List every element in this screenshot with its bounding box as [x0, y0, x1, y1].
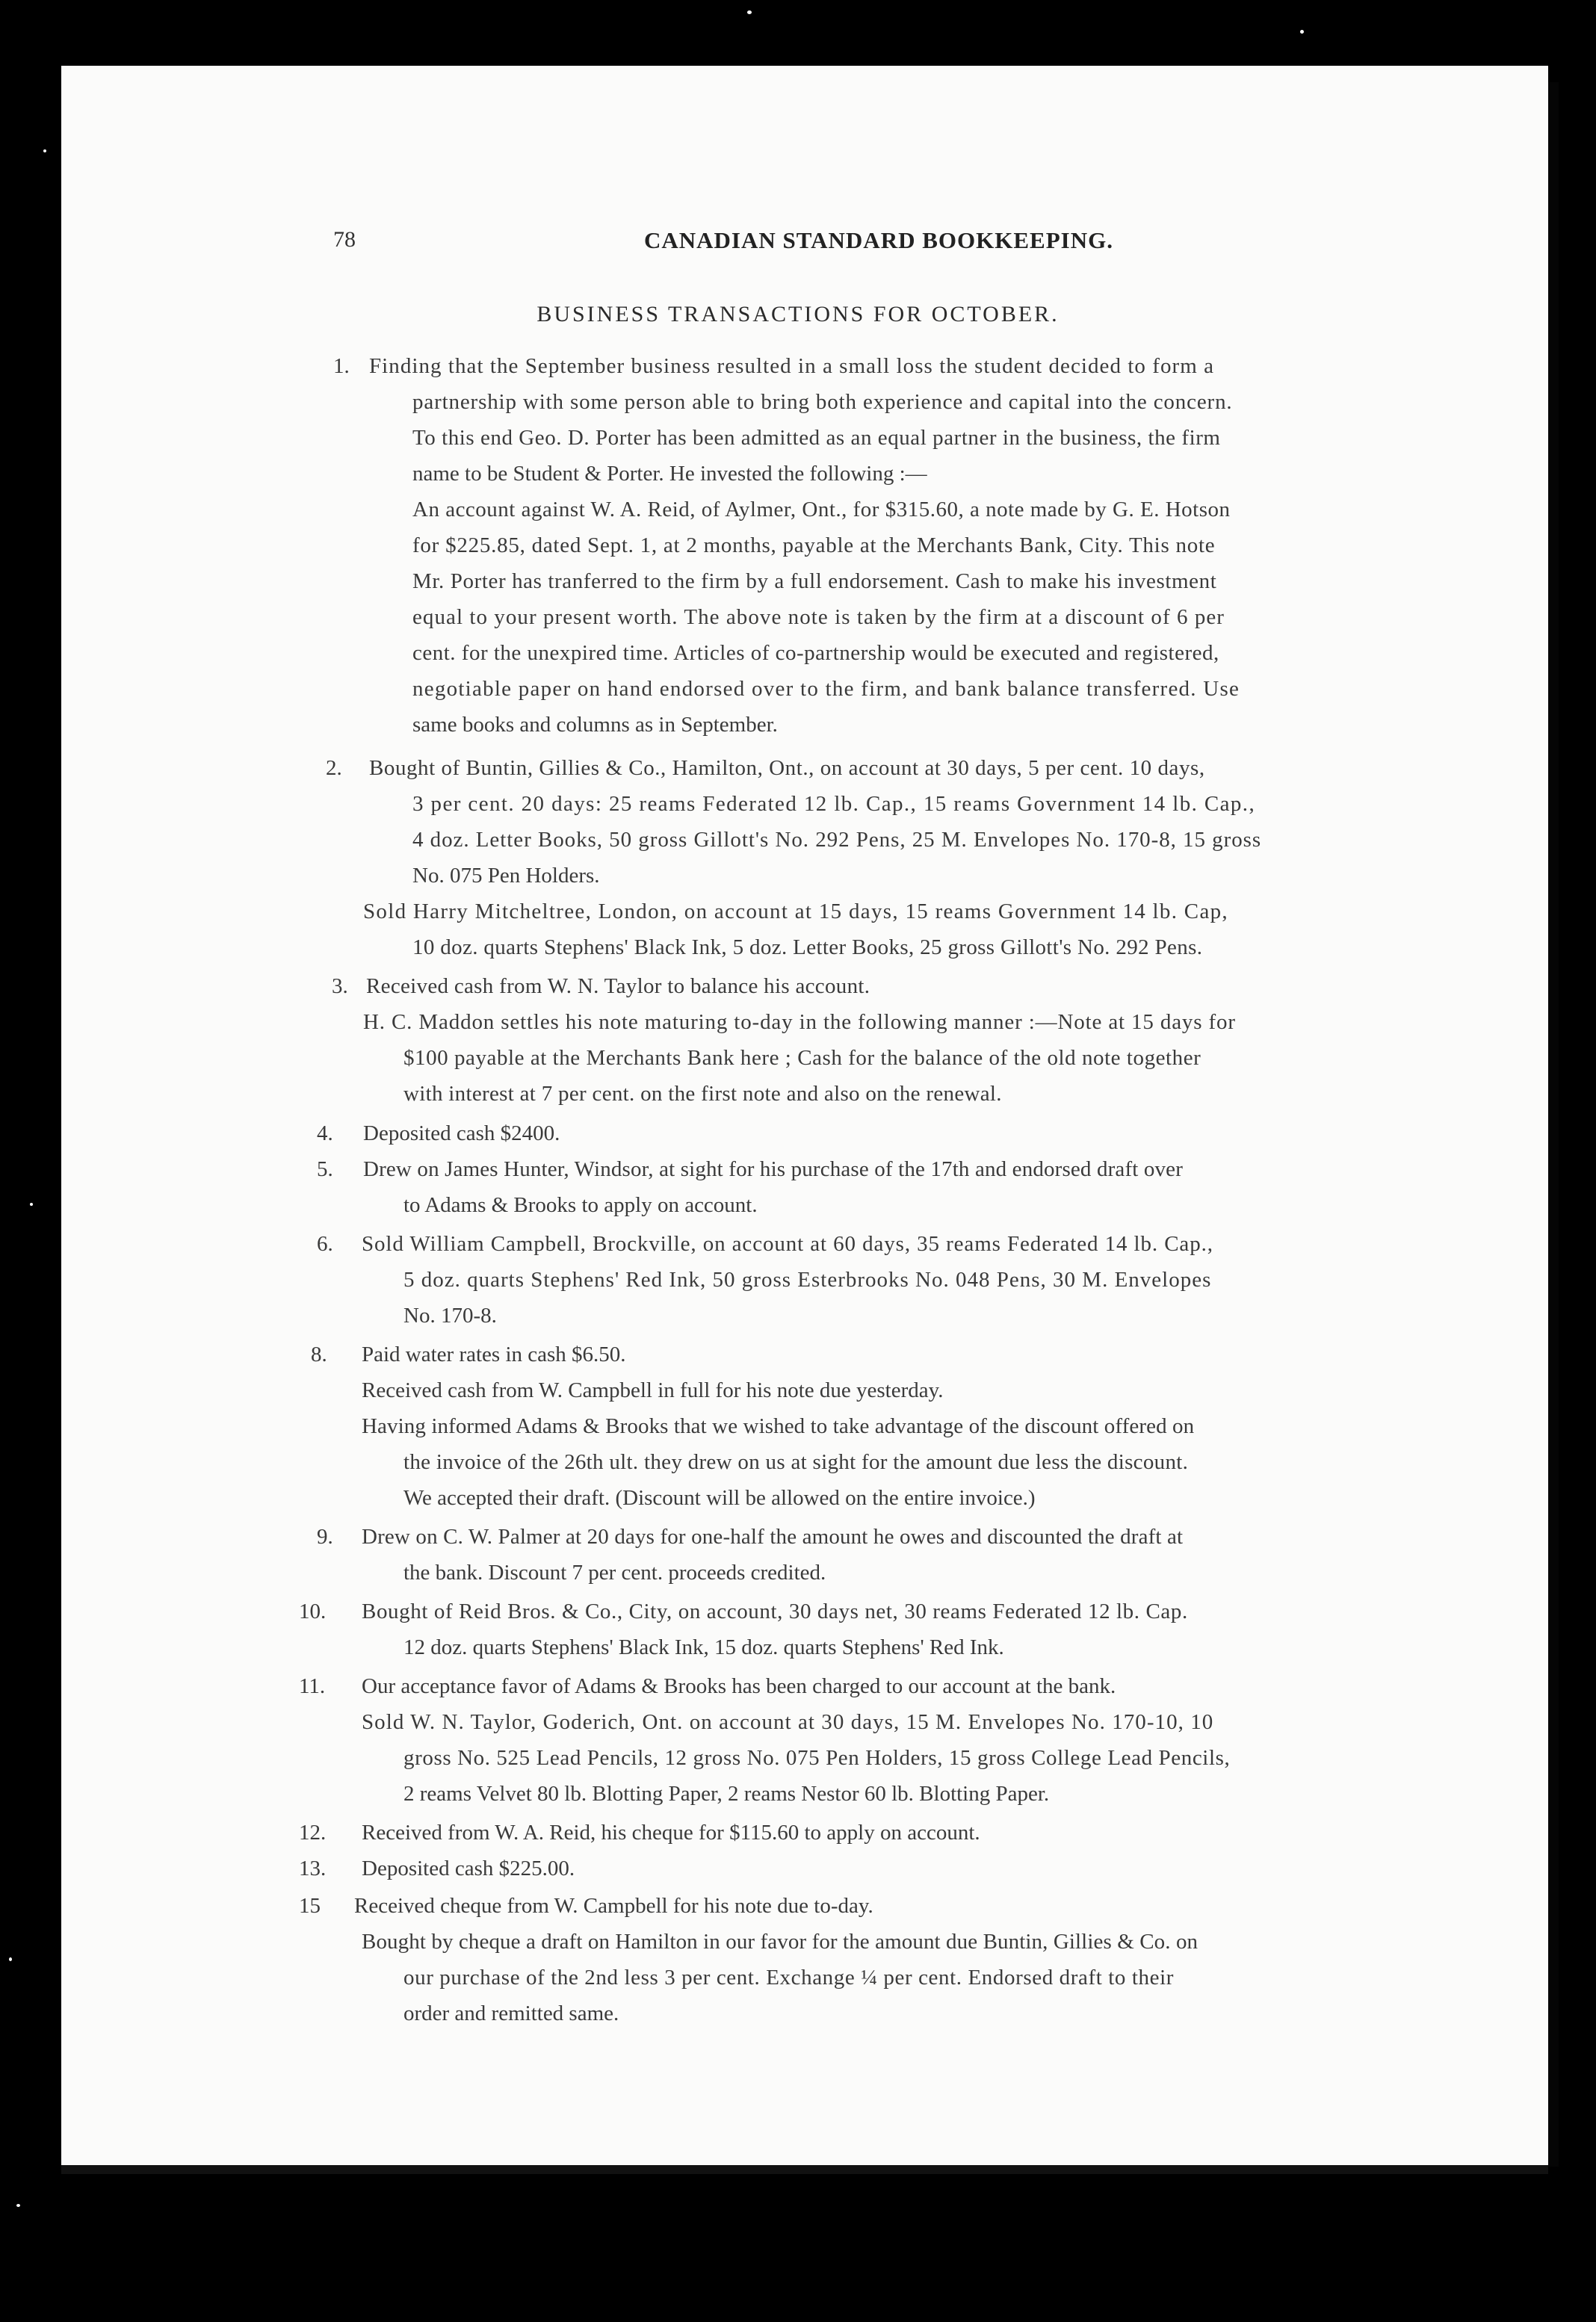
item-line: with interest at 7 per cent. on the first note and also on the renewal. — [403, 1082, 1002, 1106]
item-line: Sold Harry Mitcheltree, London, on account at 15 days, 15 reams Government 14 lb. Cap, — [363, 900, 1228, 923]
item-line: gross No. 525 Lead Pencils, 12 gross No. 075 Pen Holders, 15 gross College Lead Pencils, — [403, 1746, 1231, 1770]
item-line: for $225.85, dated Sept. 1, at 2 months, payable at the Merchants Bank, City. This note — [412, 533, 1216, 557]
item-line: 2 reams Velvet 80 lb. Blotting Paper, 2 reams Nestor 60 lb. Blotting Paper. — [403, 1782, 1050, 1806]
item-line: H. C. Maddon settles his note maturing to-day in the following manner :—Note at 15 days for — [363, 1010, 1236, 1034]
item-line: No. 170-8. — [403, 1304, 497, 1328]
item-number: 2. — [326, 756, 342, 780]
item-line: Drew on C. W. Palmer at 20 days for one-half the amount he owes and discounted the draft at — [362, 1525, 1184, 1549]
item-number: 13. — [299, 1857, 327, 1880]
item-line: Bought of Reid Bros. & Co., City, on account, 30 days net, 30 reams Federated 12 lb. Cap. — [362, 1600, 1188, 1623]
item-line: Paid water rates in cash $6.50. — [362, 1343, 626, 1366]
item-line: Mr. Porter has tranferred to the firm by a full endorsement. Cash to make his investment — [412, 569, 1217, 593]
item-line: 10 doz. quarts Stephens' Black Ink, 5 doz. Letter Books, 25 gross Gillott's No. 292 Pens. — [412, 935, 1203, 959]
item-line: Received cash from W. Campbell in full for his note due yesterday. — [362, 1378, 944, 1402]
item-number: 6. — [317, 1232, 333, 1256]
item-line: same books and columns as in September. — [412, 713, 778, 737]
item-line: 4 doz. Letter Books, 50 gross Gillott's No. 292 Pens, 25 M. Envelopes No. 170-8, 15 gross — [412, 828, 1262, 852]
item-line: Drew on James Hunter, Windsor, at sight for his purchase of the 17th and endorsed draft over — [363, 1157, 1183, 1181]
scan-speck — [9, 1957, 12, 1961]
item-line: Deposited cash $225.00. — [362, 1857, 575, 1880]
item-line: Having informed Adams & Brooks that we wished to take advantage of the discount offered on — [362, 1414, 1195, 1438]
scan-speck — [747, 10, 752, 14]
item-line: negotiable paper on hand endorsed over to the firm, and bank balance transferred. Use — [412, 677, 1240, 701]
item-number: 15 — [299, 1894, 321, 1918]
page-edge — [1548, 82, 1559, 2167]
item-line: $100 payable at the Merchants Bank here ; Cash for the balance of the old note together — [403, 1046, 1201, 1070]
item-line: Bought by cheque a draft on Hamilton in our favor for the amount due Buntin, Gillies & Co. on — [362, 1930, 1198, 1954]
item-number: 3. — [332, 974, 348, 998]
item-line: to Adams & Brooks to apply on account. — [403, 1193, 758, 1217]
item-line: Sold W. N. Taylor, Goderich, Ont. on account at 30 days, 15 M. Envelopes No. 170-10, 10 — [362, 1710, 1214, 1734]
item-number: 12. — [299, 1821, 327, 1845]
section-title: BUSINESS TRANSACTIONS FOR OCTOBER. — [536, 302, 1060, 326]
item-line: our purchase of the 2nd less 3 per cent. Exchange ¼ per cent. Endorsed draft to their — [403, 1966, 1175, 1990]
item-line: No. 075 Pen Holders. — [412, 864, 600, 888]
item-line: equal to your present worth. The above note is taken by the firm at a discount of 6 per — [412, 605, 1225, 629]
item-line: Received from W. A. Reid, his cheque for $115.60 to apply on account. — [362, 1821, 980, 1845]
scan-speck — [16, 2204, 20, 2207]
item-line: order and remitted same. — [403, 2001, 619, 2025]
item-number: 9. — [317, 1525, 333, 1549]
item-line: Deposited cash $2400. — [363, 1121, 560, 1145]
item-line: Finding that the September business resulted in a small loss the student decided to form a — [369, 354, 1215, 378]
scan-speck — [43, 149, 46, 152]
page-sheet — [61, 66, 1548, 2165]
item-line: name to be Student & Porter. He invested the following :— — [412, 462, 927, 486]
item-line: We accepted their draft. (Discount will be allowed on the entire invoice.) — [403, 1486, 1036, 1510]
item-number: 5. — [317, 1157, 333, 1181]
scan-speck — [30, 1203, 33, 1206]
item-line: the invoice of the 26th ult. they drew on us at sight for the amount due less the discount. — [403, 1450, 1189, 1474]
item-line: Received cheque from W. Campbell for his note due to-day. — [354, 1894, 873, 1918]
item-line: Sold William Campbell, Brockville, on account at 60 days, 35 reams Federated 14 lb. Cap., — [362, 1232, 1213, 1256]
item-number: 8. — [311, 1343, 327, 1366]
page-number: 78 — [333, 227, 356, 252]
item-line: Received cash from W. N. Taylor to balance his account. — [366, 974, 870, 998]
item-line: the bank. Discount 7 per cent. proceeds credited. — [403, 1561, 826, 1585]
item-line: 12 doz. quarts Stephens' Black Ink, 15 doz. quarts Stephens' Red Ink. — [403, 1635, 1004, 1659]
scan-speck — [1300, 30, 1304, 34]
item-line: Our acceptance favor of Adams & Brooks has been charged to our account at the bank. — [362, 1674, 1116, 1698]
item-line: 3 per cent. 20 days: 25 reams Federated 12 lb. Cap., 15 reams Government 14 lb. Cap., — [412, 792, 1256, 816]
item-line: An account against W. A. Reid, of Aylmer, Ont., for $315.60, a note made by G. E. Hotson — [412, 498, 1231, 521]
running-head: CANADIAN STANDARD BOOKKEEPING. — [644, 227, 1113, 253]
item-line: partnership with some person able to bring both experience and capital into the concern. — [412, 390, 1233, 414]
item-line: cent. for the unexpired time. Articles of co-partnership would be executed and registered, — [412, 641, 1219, 665]
item-line: Bought of Buntin, Gillies & Co., Hamilton, Ont., on account at 30 days, 5 per cent. 10 days, — [369, 756, 1205, 780]
item-number: 1. — [333, 354, 350, 378]
item-number: 11. — [299, 1674, 326, 1698]
item-number: 10. — [299, 1600, 327, 1623]
page-bottom-edge — [61, 2165, 1548, 2174]
item-line: 5 doz. quarts Stephens' Red Ink, 50 gross Esterbrooks No. 048 Pens, 30 M. Envelopes — [403, 1268, 1212, 1292]
item-number: 4. — [317, 1121, 333, 1145]
item-line: To this end Geo. D. Porter has been admitted as an equal partner in the business, the firm — [412, 426, 1221, 450]
